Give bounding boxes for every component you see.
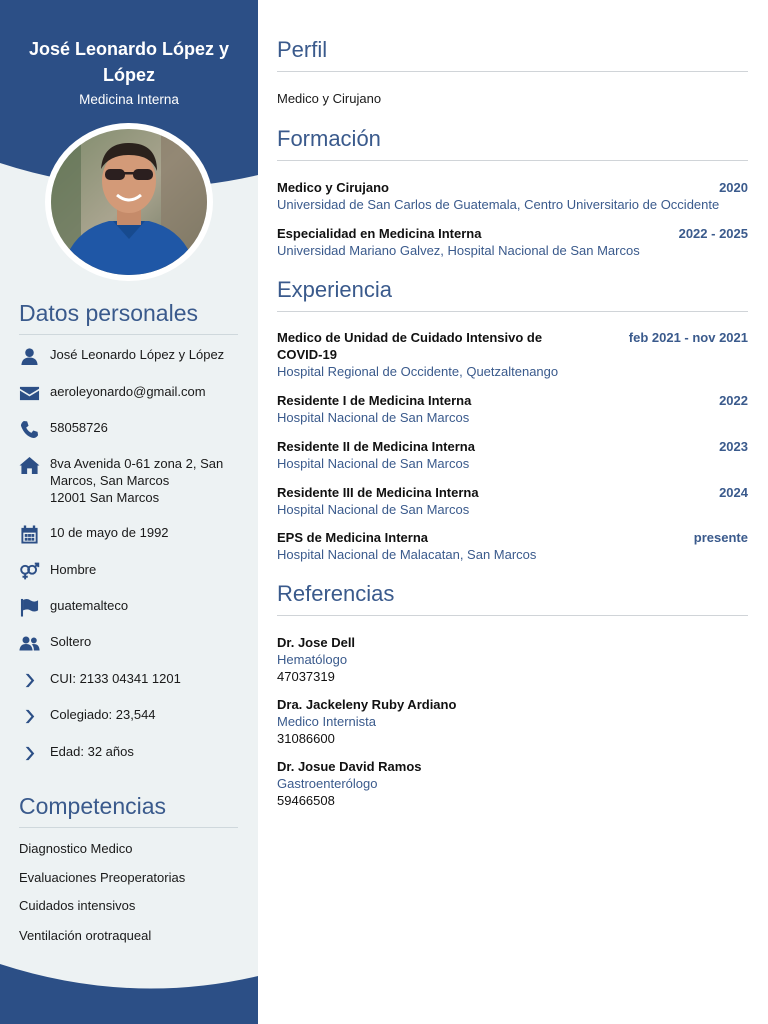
- reference-entry: [277, 634, 748, 685]
- personal-item-text: Colegiado: 23,544: [50, 707, 156, 722]
- skill-item: Ventilación orotraqueal: [19, 928, 152, 943]
- experience-entry-place: Hospital Nacional de San Marcos: [277, 410, 470, 425]
- experience-entry-title: Residente II de Medicina Interna: [277, 439, 475, 454]
- personal-item-text: guatemalteco: [50, 598, 129, 613]
- experience-entry-title: Residente I de Medicina Interna: [277, 393, 472, 408]
- education-entry: [277, 179, 748, 213]
- references-title: Referencias: [277, 581, 395, 606]
- reference-specialty: Gastroenterólogo: [277, 776, 378, 791]
- skills-title: Competencias: [19, 793, 167, 819]
- experience-entry-place: Hospital Regional de Occidente, Quetzaltenango: [277, 364, 559, 379]
- envelope-icon: [18, 383, 40, 403]
- personal-item-phone: [18, 419, 248, 439]
- skill-item: Cuidados intensivos: [19, 898, 136, 913]
- experience-entry-date: feb 2021 - nov 2021: [628, 330, 748, 345]
- personal-item-cui: [18, 670, 248, 690]
- education-entry-place: Universidad Mariano Galvez, Hospital Nacional de San Marcos: [277, 243, 640, 258]
- experience-entry-date: 2024: [719, 485, 748, 500]
- references-divider: [277, 615, 748, 616]
- user-icon: [18, 346, 40, 366]
- reference-entry: [277, 696, 748, 747]
- experience-entry: [277, 484, 748, 518]
- phone-icon: [18, 419, 40, 439]
- experience-title: Experiencia: [277, 277, 392, 302]
- experience-entry-date: 2022: [719, 393, 748, 408]
- personal-item-text: José Leonardo López y López: [50, 347, 225, 362]
- gender-icon: [18, 561, 40, 581]
- reference-name: Dra. Jackeleny Ruby Ardiano: [277, 697, 457, 712]
- sidebar: [0, 0, 258, 1024]
- personal-item-nationality: [18, 597, 248, 617]
- reference-entry: [277, 758, 748, 809]
- personal-data-title: Datos personales: [19, 300, 198, 326]
- reference-phone: 59466508: [277, 793, 335, 808]
- experience-entry-place: Hospital Nacional de San Marcos: [277, 502, 470, 517]
- personal-item-birthdate: [18, 524, 248, 544]
- reference-specialty: Hematólogo: [277, 652, 348, 667]
- candidate-role: Medicina Interna: [79, 92, 179, 107]
- personal-item-text: 10 de mayo de 1992: [50, 525, 169, 540]
- reference-phone: 31086600: [277, 731, 335, 746]
- personal-item-text: Hombre: [50, 562, 97, 577]
- experience-entry: [277, 438, 748, 472]
- education-title: Formación: [277, 126, 381, 151]
- experience-entry: [277, 329, 748, 380]
- personal-item-text: Soltero: [50, 634, 92, 649]
- experience-entry-date: presente: [693, 530, 748, 545]
- personal-data-divider: [19, 334, 238, 335]
- personal-item-civil-status: [18, 633, 248, 653]
- personal-item-name: [18, 346, 248, 366]
- experience-entry-title: Residente III de Medicina Interna: [277, 485, 479, 500]
- experience-entry-date: 2023: [719, 439, 748, 454]
- home-icon: [18, 455, 40, 475]
- flag-icon: [18, 597, 40, 617]
- education-entry-title: Especialidad en Medicina Interna: [277, 226, 482, 241]
- personal-item-address: [18, 455, 248, 506]
- chevron-right-icon: [18, 743, 40, 763]
- avatar-frame: [45, 123, 213, 281]
- experience-entry-place: Hospital Nacional de San Marcos: [277, 456, 470, 471]
- profile-title: Perfil: [277, 37, 328, 62]
- main-content: [277, 0, 748, 1024]
- personal-item-age: [18, 743, 248, 763]
- education-entry-date: 2020: [719, 180, 748, 195]
- experience-entry-title: Medico de Unidad de Cuidado Intensivo de COVID-19: [277, 330, 543, 362]
- personal-item-text: 58058726: [50, 420, 108, 435]
- skill-item: Evaluaciones Preoperatorias: [19, 870, 186, 885]
- reference-phone: 47037319: [277, 669, 335, 684]
- education-entry-title: Medico y Cirujano: [277, 180, 389, 195]
- calendar-icon: [18, 524, 40, 544]
- sidebar-footer-background: [0, 964, 258, 1024]
- experience-entry-place: Hospital Nacional de Malacatan, San Marcos: [277, 547, 537, 562]
- chevron-right-icon: [18, 706, 40, 726]
- experience-entry: [277, 529, 748, 563]
- experience-divider: [277, 311, 748, 312]
- profile-text: Medico y Cirujano: [277, 91, 382, 106]
- education-divider: [277, 160, 748, 161]
- users-icon: [18, 633, 40, 653]
- experience-entry-title: EPS de Medicina Interna: [277, 530, 428, 545]
- personal-item-email: [18, 383, 248, 403]
- education-entry-date: 2022 - 2025: [678, 226, 748, 241]
- personal-item-gender: [18, 561, 248, 581]
- education-entry: [277, 225, 748, 259]
- candidate-name: José Leonardo López y López: [28, 39, 230, 85]
- reference-name: Dr. Jose Dell: [277, 635, 356, 650]
- reference-specialty: Medico Internista: [277, 714, 376, 729]
- skills-divider: [19, 827, 238, 828]
- personal-item-text: 8va Avenida 0-61 zona 2, San Marcos, San Marcos 12001 San Marcos: [50, 456, 224, 505]
- reference-name: Dr. Josue David Ramos: [277, 759, 422, 774]
- chevron-right-icon: [18, 670, 40, 690]
- personal-item-colegiado: [18, 706, 248, 726]
- education-entry-place: Universidad de San Carlos de Guatemala, Centro Universitario de Occidente: [277, 197, 720, 212]
- personal-item-text: CUI: 2133 04341 1201: [50, 671, 181, 686]
- avatar: [51, 129, 207, 275]
- skill-item: Diagnostico Medico: [19, 841, 133, 856]
- experience-entry: [277, 392, 748, 426]
- profile-divider: [277, 71, 748, 72]
- personal-item-text: Edad: 32 años: [50, 744, 134, 759]
- personal-item-text: aeroleyonardo@gmail.com: [50, 384, 206, 399]
